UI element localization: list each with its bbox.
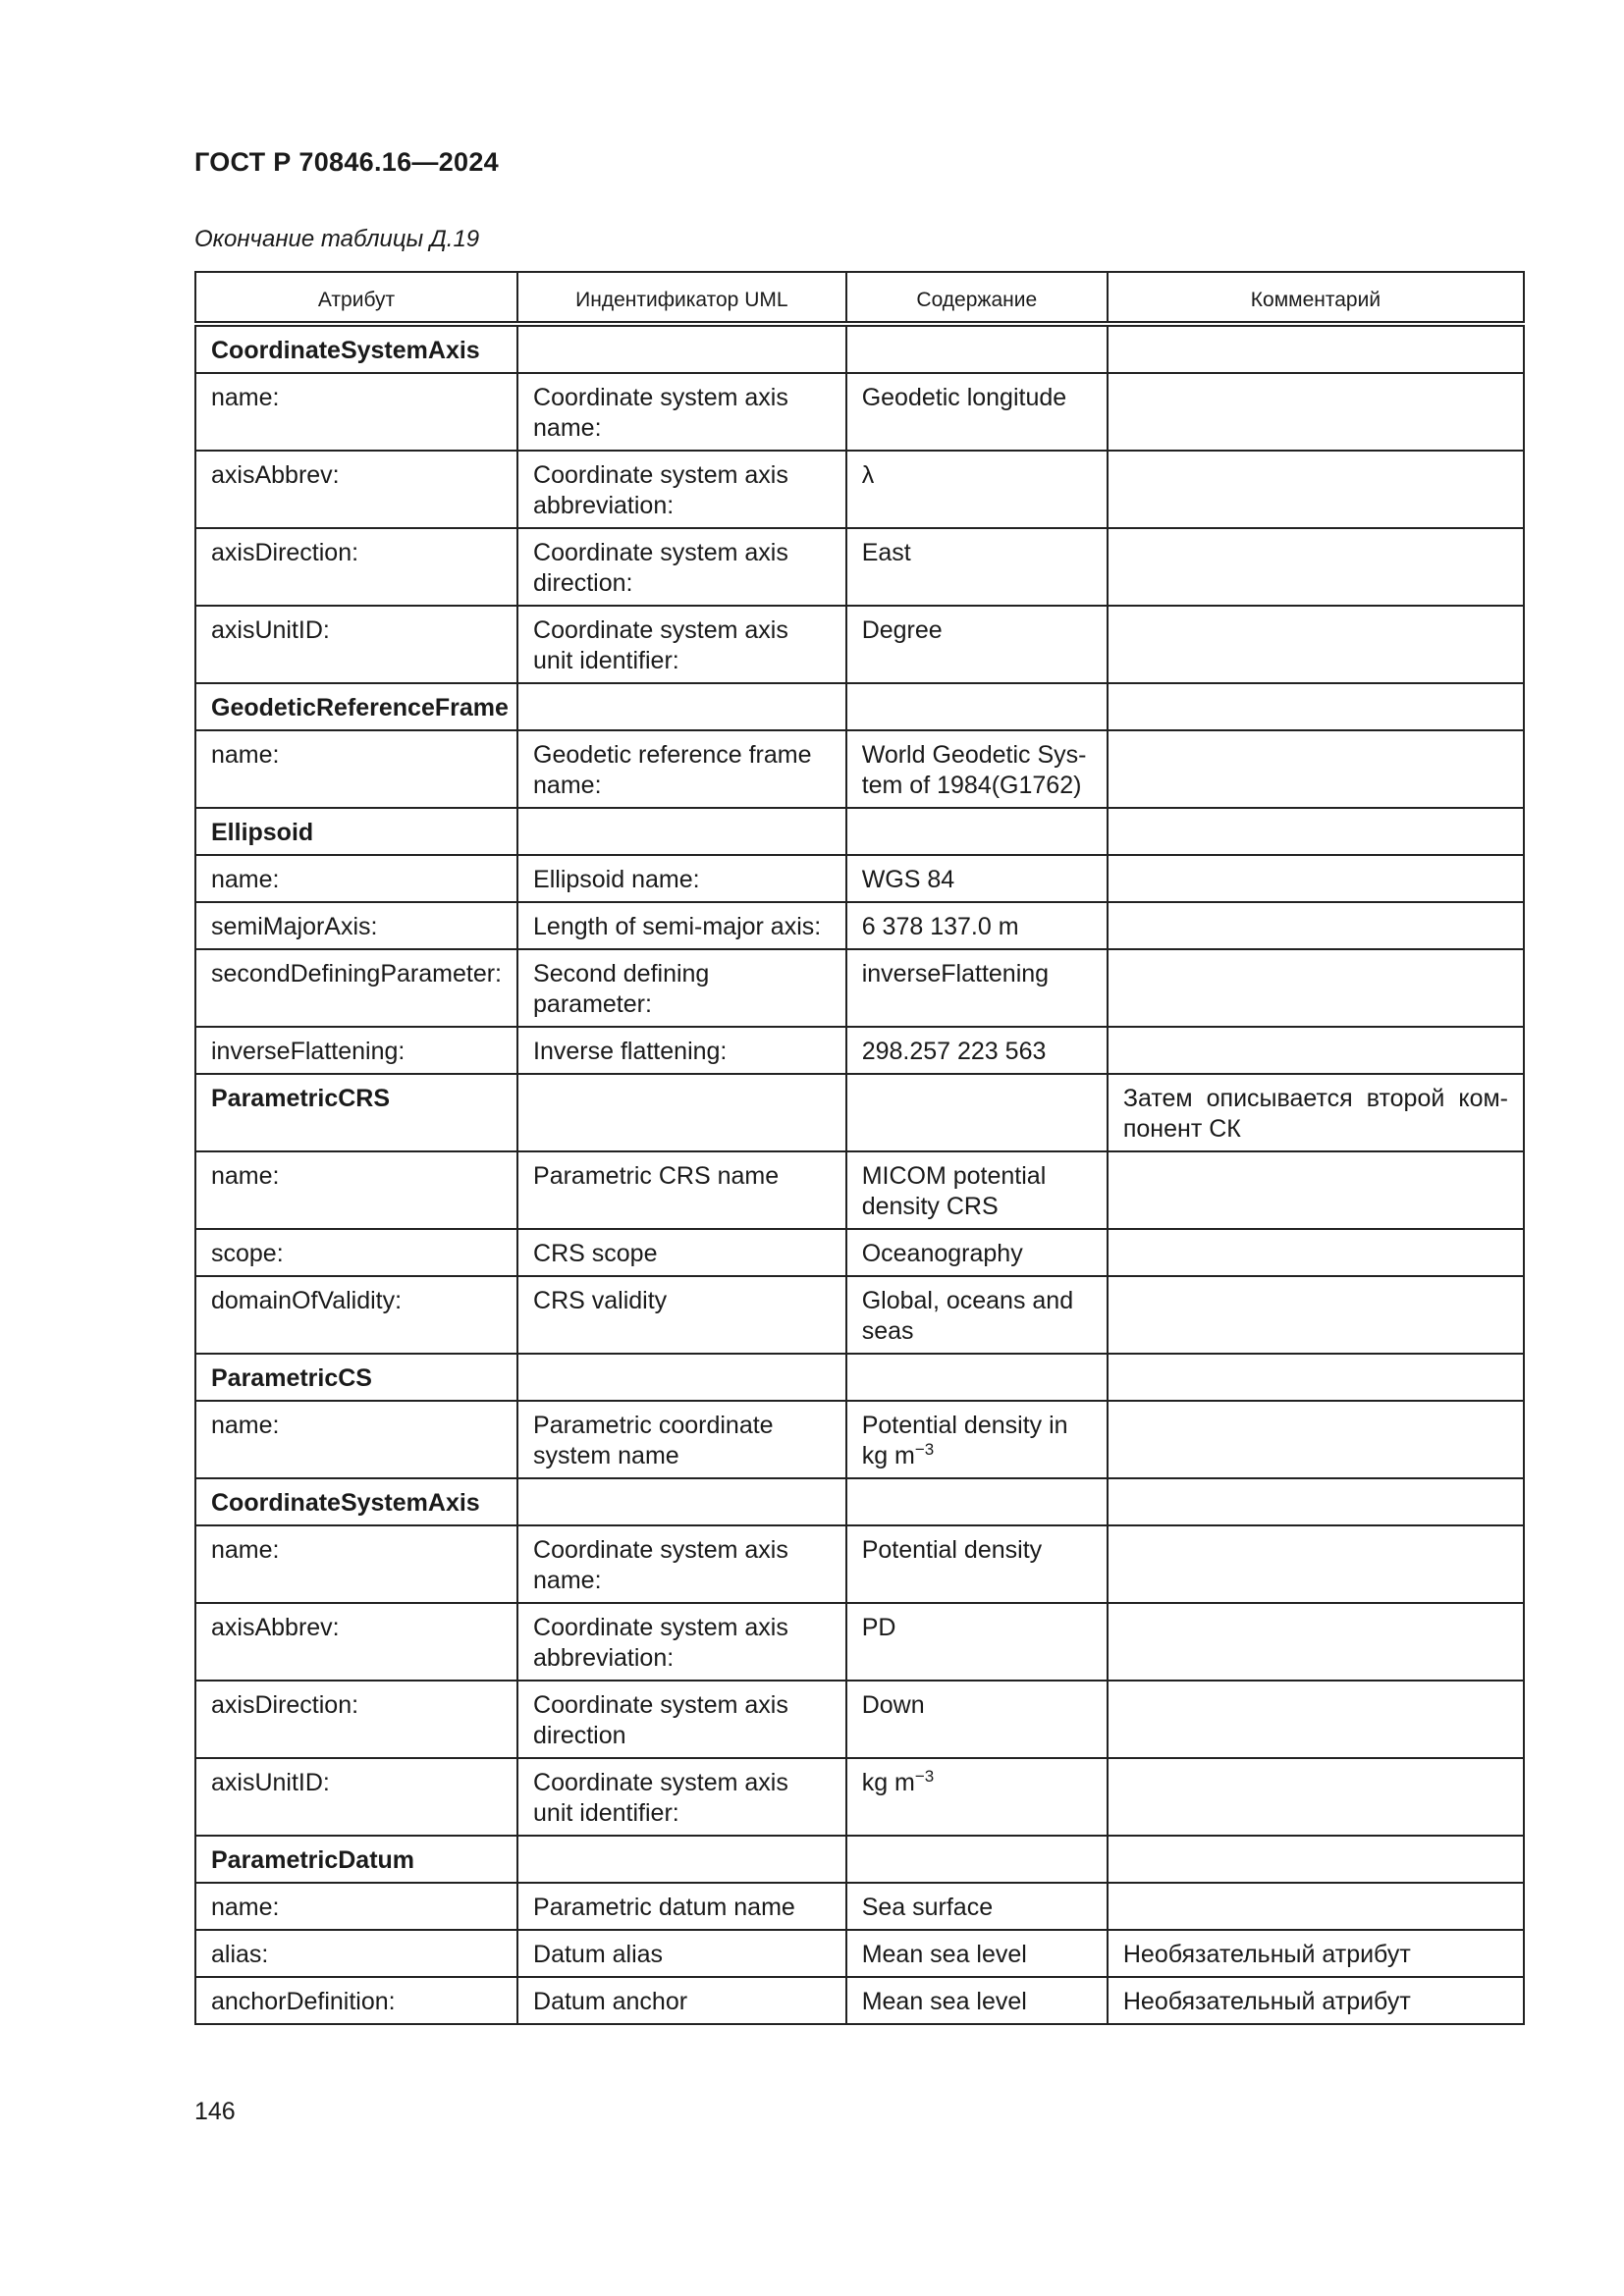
uml-identifier-text: Coordinate system axis direction [533, 1691, 788, 1749]
uml-identifier-text: Coordinate system axis abbreviation: [533, 1614, 788, 1672]
uml-identifier-cell [517, 1930, 846, 1977]
content-cell [846, 1229, 1108, 1276]
attribute-table [194, 271, 1525, 2025]
uml-identifier-text: Parametric coordinate system name [533, 1412, 774, 1469]
content-cell [846, 855, 1108, 902]
content-text: PD [861, 1614, 896, 1641]
table-row [195, 1883, 1524, 1930]
unit-exponent: −3 [914, 1767, 935, 1786]
attribute-text: name: [211, 1536, 280, 1564]
attribute-text: axisDirection: [211, 1691, 359, 1719]
attribute-cell [195, 1930, 517, 1977]
content-text: WGS 84 [861, 866, 955, 893]
uml-identifier-cell [517, 1354, 846, 1401]
table-row [195, 606, 1524, 683]
uml-identifier-text: Inverse flattening: [533, 1038, 728, 1065]
uml-identifier-text: Coordinate system axis unit identifier: [533, 616, 788, 674]
attribute-cell [195, 1836, 517, 1883]
attribute-text: name: [211, 1162, 280, 1190]
comment-cell [1108, 1074, 1524, 1151]
content-cell [846, 1276, 1108, 1354]
content-text: λ [861, 461, 875, 489]
attribute-cell [195, 451, 517, 528]
uml-identifier-cell [517, 683, 846, 730]
uml-identifier-cell [517, 730, 846, 808]
attribute-cell [195, 1478, 517, 1525]
content-cell [846, 1836, 1108, 1883]
table-row [195, 1681, 1524, 1758]
uml-identifier-cell [517, 324, 846, 373]
table-caption: Окончание таблицы Д.19 [194, 226, 480, 252]
content-text: Potential density [861, 1536, 1043, 1564]
attribute-text: GeodeticReferenceFrame [211, 694, 509, 721]
uml-identifier-cell [517, 1276, 846, 1354]
content-text: Sea surface [861, 1894, 994, 1921]
table-body [195, 324, 1524, 2024]
table-row [195, 1151, 1524, 1229]
uml-identifier-cell [517, 1525, 846, 1603]
table-row [195, 730, 1524, 808]
uml-identifier-text: CRS validity [533, 1287, 668, 1314]
attribute-cell [195, 683, 517, 730]
table-row [195, 949, 1524, 1027]
comment-cell [1108, 808, 1524, 855]
attribute-cell [195, 1151, 517, 1229]
comment-cell [1108, 902, 1524, 949]
table-header-row [195, 272, 1524, 324]
content-text: Geodetic longitude [861, 384, 1067, 411]
comment-cell [1108, 855, 1524, 902]
comment-cell [1108, 949, 1524, 1027]
table-section-row [195, 1836, 1524, 1883]
comment-cell [1108, 451, 1524, 528]
comment-text: Необязательный атрибут [1122, 1988, 1411, 2015]
uml-identifier-cell [517, 1074, 846, 1151]
attribute-text: name: [211, 384, 280, 411]
table-row [195, 1525, 1524, 1603]
content-text: East [861, 539, 911, 566]
page-number: 146 [194, 2098, 236, 2125]
attribute-cell [195, 373, 517, 451]
attribute-cell [195, 730, 517, 808]
uml-identifier-cell [517, 1478, 846, 1525]
comment-cell [1108, 1883, 1524, 1930]
uml-identifier-cell [517, 855, 846, 902]
content-text: MICOM potential density CRS [861, 1162, 1047, 1220]
uml-identifier-cell [517, 1883, 846, 1930]
attribute-text: name: [211, 1894, 280, 1921]
uml-identifier-text: Datum alias [533, 1941, 664, 1968]
attribute-cell [195, 528, 517, 606]
comment-text: Необязательный атрибут [1122, 1941, 1411, 1968]
uml-identifier-text: Parametric datum name [533, 1894, 795, 1921]
attribute-text: Ellipsoid [211, 819, 314, 846]
uml-identifier-cell [517, 902, 846, 949]
comment-cell [1108, 1681, 1524, 1758]
uml-identifier-text: Coordinate system axis name: [533, 384, 788, 442]
content-cell [846, 1930, 1108, 1977]
content-cell [846, 324, 1108, 373]
comment-cell [1108, 1401, 1524, 1478]
attribute-text: ParametricDatum [211, 1846, 415, 1874]
comment-cell [1108, 1229, 1524, 1276]
comment-text: Затем описывается второй ком-понент СК [1122, 1085, 1508, 1143]
uml-identifier-cell [517, 606, 846, 683]
content-text: Global, oceans and seas [861, 1287, 1074, 1345]
content-text: 6 378 137.0 m [861, 913, 1019, 940]
uml-identifier-cell [517, 1027, 846, 1074]
content-text: World Geodetic Sys-tem of 1984(G1762) [861, 741, 1087, 799]
table-section-row [195, 683, 1524, 730]
attribute-text: secondDefiningParameter: [211, 960, 502, 988]
comment-cell [1108, 1354, 1524, 1401]
attribute-cell [195, 1229, 517, 1276]
uml-identifier-cell [517, 1229, 846, 1276]
table-section-row [195, 1074, 1524, 1151]
uml-identifier-cell [517, 1681, 846, 1758]
table-row [195, 1930, 1524, 1977]
table-row [195, 528, 1524, 606]
comment-cell [1108, 1478, 1524, 1525]
content-text: Mean sea level [861, 1941, 1027, 1968]
table-section-row [195, 324, 1524, 373]
attribute-cell [195, 1074, 517, 1151]
attribute-cell [195, 1276, 517, 1354]
attribute-text: inverseFlattening: [211, 1038, 406, 1065]
content-cell [846, 1977, 1108, 2024]
content-cell [846, 1681, 1108, 1758]
content-cell [846, 808, 1108, 855]
uml-identifier-cell [517, 1977, 846, 2024]
content-text: Potential density in kg m [861, 1412, 1068, 1469]
document-header: ГОСТ Р 70846.16—2024 [194, 147, 499, 177]
attribute-text: axisAbbrev: [211, 461, 340, 489]
attribute-text: scope: [211, 1240, 284, 1267]
content-cell [846, 373, 1108, 451]
attribute-cell [195, 606, 517, 683]
content-text: Degree [861, 616, 943, 644]
comment-cell [1108, 1525, 1524, 1603]
table-row [195, 1758, 1524, 1836]
attribute-cell [195, 1401, 517, 1478]
uml-identifier-cell [517, 808, 846, 855]
table-row [195, 1603, 1524, 1681]
comment-cell [1108, 1276, 1524, 1354]
content-cell [846, 1758, 1108, 1836]
content-text: kg m [861, 1769, 915, 1796]
content-cell [846, 902, 1108, 949]
uml-identifier-text: CRS scope [533, 1240, 658, 1267]
uml-identifier-cell [517, 1401, 846, 1478]
attribute-cell [195, 1525, 517, 1603]
uml-identifier-cell [517, 1758, 846, 1836]
header-comment: Комментарий [1108, 272, 1524, 324]
attribute-cell [195, 855, 517, 902]
attribute-cell [195, 1758, 517, 1836]
comment-cell [1108, 730, 1524, 808]
attribute-cell [195, 1354, 517, 1401]
content-text: 298.257 223 563 [861, 1038, 1047, 1065]
uml-identifier-text: Ellipsoid name: [533, 866, 700, 893]
content-cell [846, 1883, 1108, 1930]
content-cell [846, 1354, 1108, 1401]
header-content: Содержание [846, 272, 1108, 324]
attribute-text: semiMajorAxis: [211, 913, 378, 940]
uml-identifier-text: Coordinate system axis direction: [533, 539, 788, 597]
uml-identifier-cell [517, 528, 846, 606]
table-section-row [195, 808, 1524, 855]
content-text: Oceanography [861, 1240, 1023, 1267]
content-text: inverseFlattening [861, 960, 1050, 988]
table-row [195, 1027, 1524, 1074]
comment-cell [1108, 1758, 1524, 1836]
content-cell [846, 730, 1108, 808]
content-cell [846, 1151, 1108, 1229]
attribute-cell [195, 1603, 517, 1681]
comment-cell [1108, 528, 1524, 606]
attribute-text: axisUnitID: [211, 616, 330, 644]
table-row [195, 373, 1524, 451]
attribute-cell [195, 1977, 517, 2024]
attribute-text: anchorDefinition: [211, 1988, 396, 2015]
comment-cell [1108, 1151, 1524, 1229]
content-cell [846, 528, 1108, 606]
attribute-text: name: [211, 1412, 280, 1439]
attribute-text: axisDirection: [211, 539, 359, 566]
table-row [195, 1229, 1524, 1276]
attribute-text: name: [211, 866, 280, 893]
uml-identifier-text: Geodetic reference frame name: [533, 741, 812, 799]
uml-identifier-cell [517, 1603, 846, 1681]
attribute-text: CoordinateSystemAxis [211, 337, 480, 364]
comment-cell [1108, 373, 1524, 451]
attribute-cell [195, 1681, 517, 1758]
header-uml-identifier: Индентификатор UML [517, 272, 846, 324]
uml-identifier-cell [517, 373, 846, 451]
attribute-cell [195, 1883, 517, 1930]
table-section-row [195, 1478, 1524, 1525]
uml-identifier-text: Parametric CRS name [533, 1162, 780, 1190]
content-cell [846, 1027, 1108, 1074]
uml-identifier-cell [517, 949, 846, 1027]
attribute-cell [195, 949, 517, 1027]
attribute-cell [195, 1027, 517, 1074]
table-row [195, 855, 1524, 902]
attribute-text: axisAbbrev: [211, 1614, 340, 1641]
uml-identifier-text: Coordinate system axis abbreviation: [533, 461, 788, 519]
attribute-cell [195, 808, 517, 855]
comment-cell [1108, 683, 1524, 730]
content-cell [846, 606, 1108, 683]
comment-cell [1108, 1836, 1524, 1883]
content-text: Down [861, 1691, 925, 1719]
attribute-text: CoordinateSystemAxis [211, 1489, 480, 1517]
content-cell [846, 1603, 1108, 1681]
content-cell [846, 1401, 1108, 1478]
attribute-text: ParametricCS [211, 1364, 372, 1392]
uml-identifier-text: Length of semi-major axis: [533, 913, 822, 940]
content-cell [846, 1478, 1108, 1525]
attribute-text: axisUnitID: [211, 1769, 330, 1796]
unit-exponent: −3 [914, 1440, 935, 1459]
content-cell [846, 1074, 1108, 1151]
table-row [195, 902, 1524, 949]
attribute-cell [195, 902, 517, 949]
table-row [195, 1276, 1524, 1354]
content-cell [846, 949, 1108, 1027]
comment-cell [1108, 606, 1524, 683]
uml-identifier-cell [517, 1151, 846, 1229]
attribute-text: alias: [211, 1941, 269, 1968]
uml-identifier-cell [517, 1836, 846, 1883]
comment-cell [1108, 324, 1524, 373]
uml-identifier-text: Coordinate system axis unit identifier: [533, 1769, 788, 1827]
comment-cell [1108, 1977, 1524, 2024]
content-cell [846, 1525, 1108, 1603]
comment-cell [1108, 1603, 1524, 1681]
table-row [195, 451, 1524, 528]
content-text: Mean sea level [861, 1988, 1027, 2015]
table-row [195, 1977, 1524, 2024]
header-attribute: Атрибут [195, 272, 517, 324]
uml-identifier-text: Second defining parameter: [533, 960, 710, 1018]
table-section-row [195, 1354, 1524, 1401]
content-cell [846, 451, 1108, 528]
table-row [195, 1401, 1524, 1478]
attribute-text: name: [211, 741, 280, 769]
content-cell [846, 683, 1108, 730]
attribute-text: domainOfValidity: [211, 1287, 403, 1314]
comment-cell [1108, 1027, 1524, 1074]
uml-identifier-text: Datum anchor [533, 1988, 688, 2015]
uml-identifier-cell [517, 451, 846, 528]
attribute-text: ParametricCRS [211, 1085, 391, 1112]
attribute-cell [195, 324, 517, 373]
uml-identifier-text: Coordinate system axis name: [533, 1536, 788, 1594]
comment-cell [1108, 1930, 1524, 1977]
